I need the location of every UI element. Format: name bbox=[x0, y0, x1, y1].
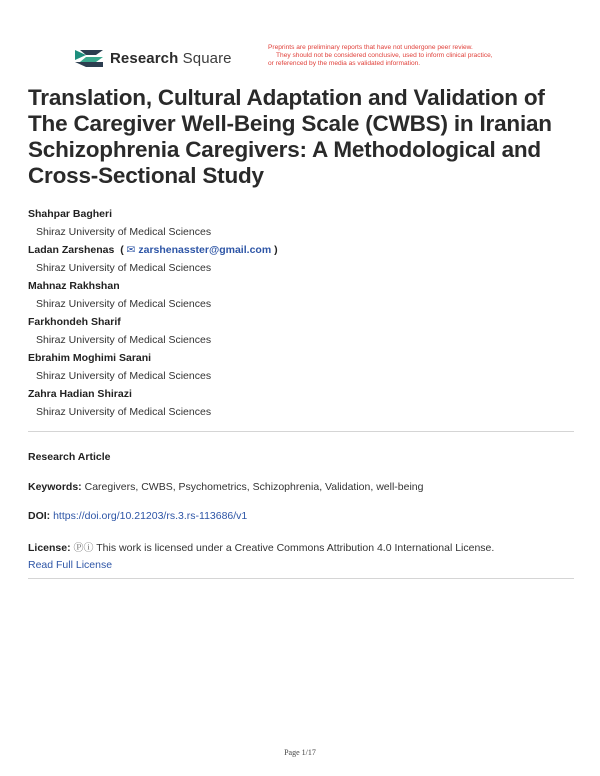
page-number: Page 1/17 bbox=[284, 748, 316, 757]
article-type: Research Article bbox=[28, 451, 111, 463]
brand-name: Research Square bbox=[110, 49, 232, 67]
doi bbox=[28, 510, 247, 522]
doi-label: DOI: bbox=[28, 510, 51, 522]
keywords bbox=[28, 481, 423, 493]
author-affiliation: Shiraz University of Medical Sciences bbox=[36, 370, 212, 382]
author-name: Ladan Zarshenas bbox=[28, 244, 115, 256]
divider bbox=[28, 431, 574, 432]
author-affiliation: Shiraz University of Medical Sciences bbox=[36, 298, 212, 310]
attribution-icon: ⓘ bbox=[83, 543, 94, 554]
license-text: This work is licensed under a Creative Commons Attribution 4.0 International License. bbox=[96, 542, 495, 554]
author-name: Ebrahim Moghimi Sarani bbox=[28, 352, 152, 364]
author-name: Mahnaz Rakhshan bbox=[28, 280, 120, 292]
research-square-logo[interactable] bbox=[74, 46, 232, 70]
divider bbox=[28, 578, 574, 579]
author-list bbox=[28, 206, 576, 422]
email-icon: ✉ bbox=[126, 244, 136, 256]
disclaimer-line: or referenced by the media as validated information. bbox=[268, 60, 421, 67]
research-square-logo-icon bbox=[74, 46, 104, 70]
author-affiliation: Shiraz University of Medical Sciences bbox=[36, 334, 212, 346]
disclaimer-line: Preprints are preliminary reports that have not undergone peer review. bbox=[268, 44, 473, 51]
author-name: Shahpar Bagheri bbox=[28, 208, 113, 220]
author-name-with-email: Ladan Zarshenas ( ✉ zarshenasster@gmail.com ) bbox=[28, 244, 278, 256]
author-affiliation: Shiraz University of Medical Sciences bbox=[36, 406, 212, 418]
keywords-label: Keywords: bbox=[28, 481, 82, 493]
author-email-link[interactable]: zarshenasster@gmail.com bbox=[138, 244, 272, 256]
author-name: Zahra Hadian Shirazi bbox=[28, 388, 132, 400]
author-name: Farkhondeh Sharif bbox=[28, 316, 121, 328]
cc-icon: Ⓟ bbox=[73, 543, 84, 554]
author-affiliation: Shiraz University of Medical Sciences bbox=[36, 262, 212, 274]
doi-link[interactable]: https://doi.org/10.21203/rs.3.rs-113686/v1 bbox=[53, 510, 248, 522]
license-label: License: bbox=[28, 542, 71, 554]
read-full-license-link[interactable]: Read Full License bbox=[28, 559, 113, 571]
paper-title: Translation, Cultural Adaptation and Validation of The Caregiver Well-Being Scale (CWBS) in Iranian Schizophrenia Caregivers: A Methodological and Cross-Sectional Study bbox=[28, 85, 552, 188]
keywords-value: Caregivers, CWBS, Psychometrics, Schizophrenia, Validation, well-being bbox=[84, 481, 424, 493]
author-affiliation: Shiraz University of Medical Sciences bbox=[36, 226, 212, 238]
license bbox=[28, 540, 574, 573]
disclaimer-line: They should not be considered conclusive, used to inform clinical practice, bbox=[276, 52, 493, 59]
preprint-disclaimer bbox=[268, 44, 568, 68]
